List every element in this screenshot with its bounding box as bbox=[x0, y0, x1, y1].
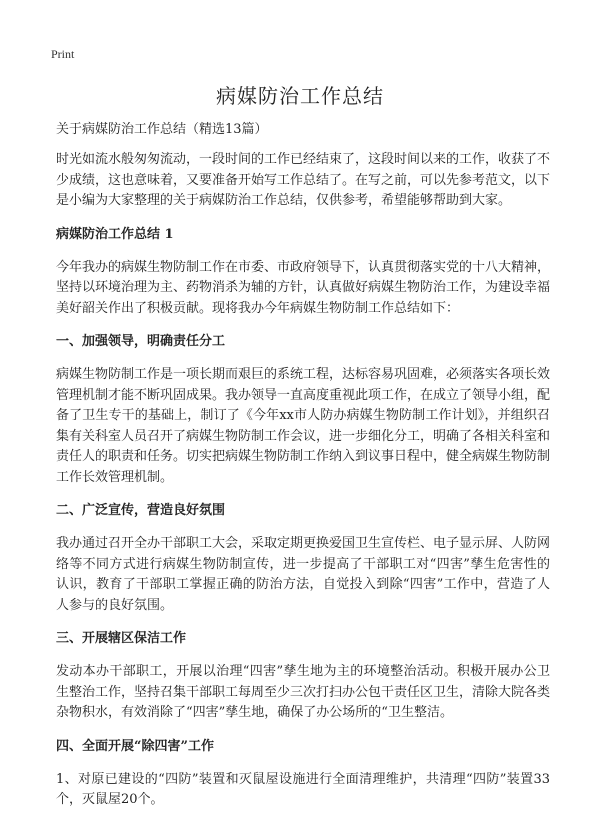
subheading-cleaning: 三、开展辖区保洁工作 bbox=[56, 631, 187, 646]
paragraph-publicity: 我办通过召开全办干部职工大会，采取定期更换爱国卫生宣传栏、电子显示屏、人防网络等不同方式进行病媒生物防制宣传，进一步提高了干部职工对“四害”孳生危害性的认识，教育了干部职工掌握正确的防治方法，自觉投入到除“四害”工作中，营造了人人参与的良好氛围。 bbox=[56, 536, 551, 613]
paragraph-four-pests: 1、对原已建设的“四防”装置和灭鼠屋设施进行全面清理维护，共清理“四防”装置33个，灭鼠屋20个。 bbox=[56, 771, 550, 807]
paragraph-leadership: 病媒生物防制工作是一项长期而艰巨的系统工程，达标容易巩固难，必须落实各项长效管理机制才能不断巩固成果。我办领导一直高度重视此项工作，在成立了领导小组，配备了卫生专干的基础上，制订了《今年xx市人防办病媒生物防制工作计划》，并组织召集有关科室人员召开了病媒生物防制工作会议，进一步细化分工，明确了各相关科室和责任人的职责和任务。切实把病媒生物防制工作纳入到议事日程中，健全病媒生物防制工作长效管理机制。 bbox=[56, 367, 551, 485]
section-heading-1: 病媒防治工作总结 1 bbox=[56, 226, 174, 242]
print-link[interactable]: Print bbox=[51, 47, 75, 61]
paragraph-cleaning: 发动本办干部职工，开展以治理“四害”孳生地为主的环境整治活动。积极开展办公卫生整治工作，坚持召集干部职工每周至少三次打扫办公包干责任区卫生，清除大院各类杂物积水，有效消除了“四害”孳生地，确保了办公场所的“卫生整洁。 bbox=[56, 664, 551, 720]
page-title: 病媒防治工作总结 bbox=[216, 84, 384, 108]
section-intro-paragraph: 今年我办的病媒生物防制工作在市委、市政府领导下，认真贯彻落实党的十八大精神，坚持以环境治理为主、药物消杀为辅的方针，认真做好病媒生物防治工作，为建设幸福美好韶关作出了积极贡献。现将我办今年病媒生物防制工作总结如下： bbox=[56, 259, 551, 316]
document-subtitle: 关于病媒防治工作总结（精选13篇） bbox=[56, 122, 268, 137]
document-body bbox=[56, 120, 550, 824]
subheading-leadership: 一、加强领导，明确责任分工 bbox=[56, 334, 226, 349]
subheading-publicity: 二、广泛宣传，营造良好氛围 bbox=[56, 503, 226, 518]
intro-paragraph: 时光如流水般匆匆流动，一段时间的工作已经结束了，这段时间以来的工作，收获了不少成绩，这也意味着，又要准备开始写工作总结了。在写之前，可以先参考范文，以下是小编为大家整理的关于病媒防治工作总结，仅供参考，希望能够帮助到大家。 bbox=[56, 152, 551, 208]
subheading-four-pests: 四、全面开展“除四害”工作 bbox=[56, 738, 214, 754]
